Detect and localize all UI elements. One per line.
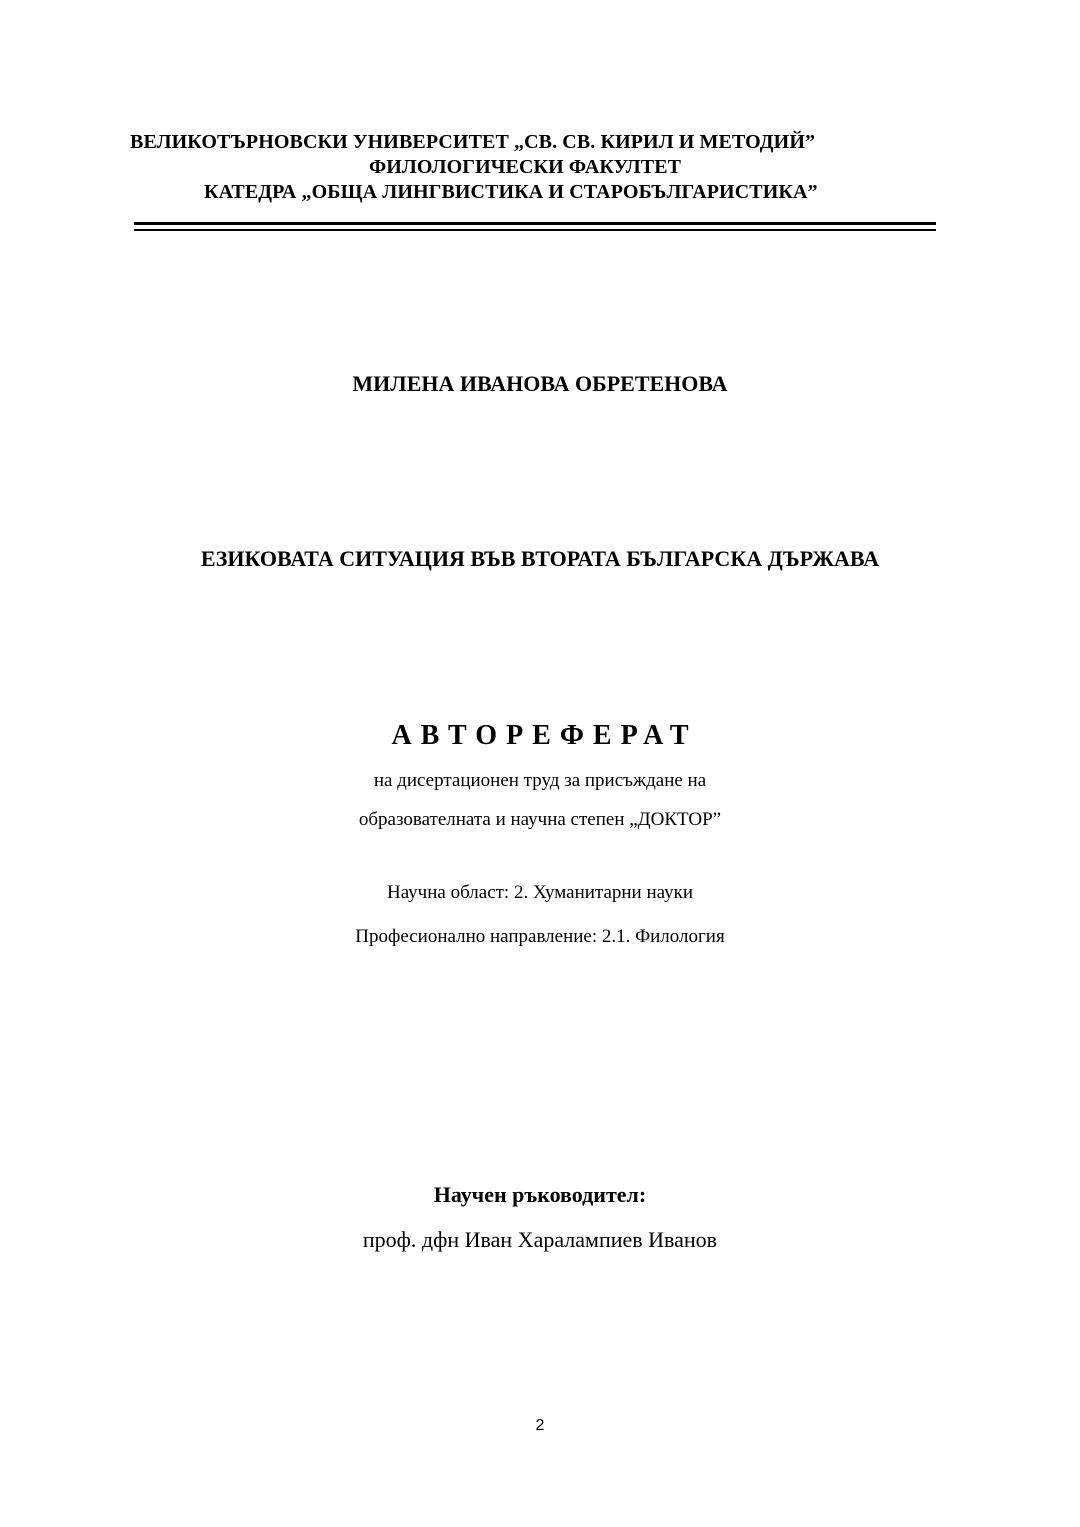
- header-rule-thick: [134, 222, 936, 225]
- page-number: 2: [535, 1417, 545, 1434]
- header-rule-thin: [134, 229, 936, 231]
- professional-direction: Професионално направление: 2.1. Филология: [355, 926, 725, 947]
- purpose-line-2: образователната и научна степен „ДОКТОР”: [358, 809, 722, 830]
- faculty-name: ФИЛОЛОГИЧЕСКИ ФАКУЛТЕТ: [369, 156, 682, 178]
- department-name: КАТЕДРА „ОБЩА ЛИНГВИСТИКА И СТАРОБЪЛГАРИСТИКА”: [204, 181, 818, 203]
- university-name: ВЕЛИКОТЪРНОВСКИ УНИВЕРСИТЕТ „СВ. СВ. КИРИЛ И МЕТОДИЙ”: [130, 131, 816, 153]
- purpose-line-1: на дисертационен труд за присъждане на: [373, 770, 707, 791]
- document-type-heading: АВТОРЕФЕРАТ: [391, 720, 698, 751]
- supervisor-name: проф. дфн Иван Харалампиев Иванов: [362, 1227, 718, 1252]
- supervisor-label: Научен ръководител:: [433, 1182, 647, 1207]
- dissertation-title: ЕЗИКОВАТА СИТУАЦИЯ ВЪВ ВТОРАТА БЪЛГАРСКА ДЪРЖАВА: [200, 546, 880, 571]
- scientific-area: Научна област: 2. Хуманитарни науки: [386, 882, 694, 903]
- author-name: МИЛЕНА ИВАНОВА ОБРЕТЕНОВА: [352, 371, 728, 396]
